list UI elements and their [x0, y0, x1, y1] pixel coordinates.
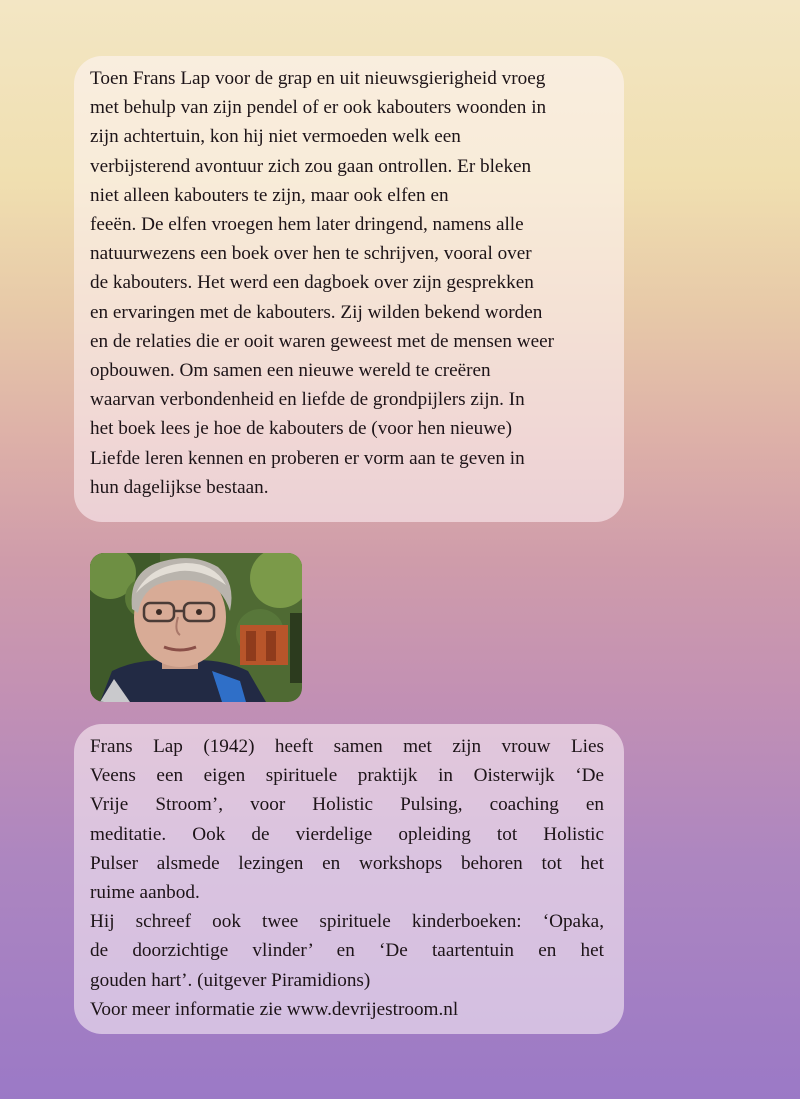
author-portrait-image: [90, 553, 302, 702]
bio-line: de doorzichtige vlinder’ en ‘De taartentuin en het: [90, 940, 604, 962]
bio-line: gouden hart’. (uitgever Piramidions): [90, 969, 371, 991]
author-photo: [90, 553, 302, 702]
bio-line: Veens een eigen spirituele praktijk in Oisterwijk ‘De: [90, 765, 604, 787]
bio-line: Hij schreef ook twee spirituele kinderboeken: ‘Opaka,: [90, 911, 604, 933]
bio-line: Pulser alsmede lezingen en workshops behoren tot het: [90, 852, 604, 874]
bio-line: Vrije Stroom’, voor Holistic Pulsing, coaching en: [90, 794, 604, 816]
blurb-text: Toen Frans Lap voor de grap en uit nieuwsgierigheid vroeg met behulp van zijn pendel of er ook kabouters woonden in zijn achtertuin, kon hij niet vermoeden welk een verbijsterend avontuur zich zou gaan ontrollen. Er bleken niet alleen kabouters te zijn, maar ook elfen en feeën. De elfen vroegen hem later dringend, namens alle natuurwezens een boek over hen te schrijven, vooral over de kabouters. Het werd een dagboek over zijn gesprekken en ervaringen met de kabouters. Zij wilden bekend worden en de relaties die er ooit waren geweest met de mensen weer opbouwen. Om samen een nieuwe wereld te creëren waarvan verbondenheid en liefde de grondpijlers zijn. In het boek lees je hoe de kabouters de (voor hen nieuwe) Liefde leren kennen en proberen er vorm aan te geven in hun dagelijkse bestaan.: [90, 68, 555, 498]
more-info-text: Voor meer informatie zie www.devrijestroom.nl: [90, 998, 459, 1020]
bio-text: [90, 732, 604, 1024]
bio-line: meditatie. Ook de vierdelige opleiding tot Holistic: [90, 823, 604, 845]
bio-card: [74, 724, 624, 1034]
blurb-card: [74, 56, 624, 522]
bio-line: ruime aanbod.: [90, 882, 200, 904]
bio-line: Frans Lap (1942) heeft samen met zijn vrouw Lies: [90, 736, 604, 757]
